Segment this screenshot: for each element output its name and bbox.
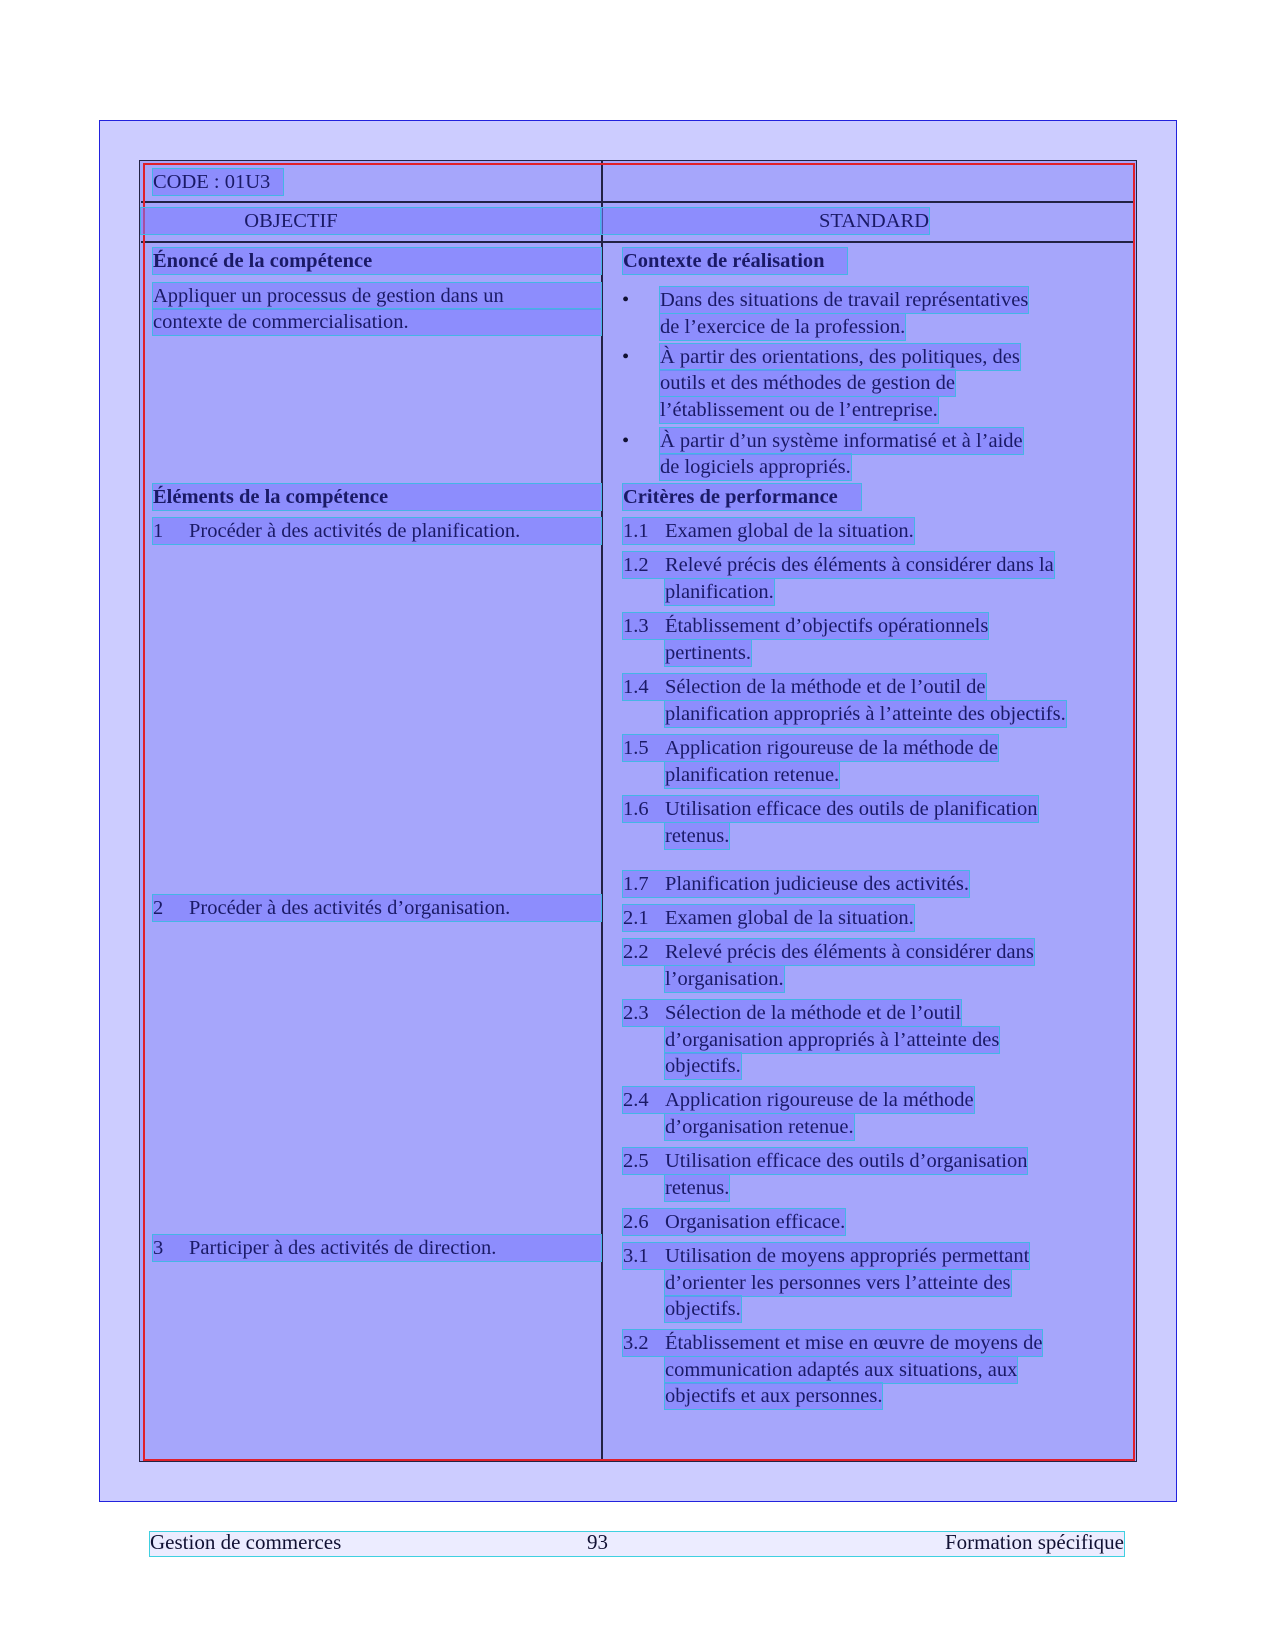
critere-number: 2.2 bbox=[623, 941, 649, 963]
contexte-line: l’établissement ou de l’entreprise. bbox=[660, 399, 938, 421]
column-divider bbox=[601, 160, 603, 1462]
critere-text: l’organisation. bbox=[665, 967, 784, 990]
footer-left: Gestion de commerces bbox=[150, 1530, 342, 1554]
critere-line bbox=[623, 1330, 1042, 1356]
contexte-title: Contexte de réalisation bbox=[623, 248, 847, 274]
critere-text: Sélection de la méthode et de l’outil bbox=[665, 1002, 962, 1024]
critere-number: 1.7 bbox=[623, 873, 649, 895]
element-number: 1 bbox=[153, 520, 164, 542]
element-number: 3 bbox=[153, 1237, 164, 1259]
critere-text: retenus. bbox=[665, 1176, 730, 1199]
element-item bbox=[153, 1235, 601, 1261]
critere-text: Examen global de la situation. bbox=[665, 907, 914, 929]
bullet-icon: • bbox=[622, 289, 630, 311]
critere-text: Utilisation efficace des outils d’organisation bbox=[665, 1150, 1028, 1172]
code-label: CODE : 01U3 bbox=[153, 169, 283, 195]
critere-text: planification retenue. bbox=[665, 763, 840, 786]
critere-text: Planification judicieuse des activités. bbox=[665, 873, 969, 895]
critere-number: 2.1 bbox=[623, 907, 649, 929]
critere-line bbox=[623, 1000, 961, 1026]
critere-line bbox=[665, 640, 751, 666]
critere-text: d’organisation appropriés à l’atteinte des bbox=[665, 1028, 1000, 1051]
critere-line bbox=[623, 1148, 1027, 1174]
critere-text: objectifs. bbox=[665, 1298, 741, 1320]
critere-line bbox=[623, 1243, 1029, 1269]
critere-text: Établissement d’objectifs opérationnels bbox=[665, 615, 989, 637]
critere-number: 1.1 bbox=[623, 520, 649, 542]
critere-line bbox=[665, 579, 774, 605]
critere-line bbox=[623, 552, 1054, 578]
critere-line bbox=[623, 518, 914, 544]
element-label: Procéder à des activités d’organisation. bbox=[189, 897, 511, 919]
element-number: 2 bbox=[153, 897, 164, 919]
enonce-title: Énoncé de la compétence bbox=[153, 248, 601, 274]
critere-number: 2.6 bbox=[623, 1211, 649, 1233]
footer-right: Formation spécifique bbox=[944, 1530, 1124, 1554]
critere-line bbox=[665, 701, 1066, 727]
bullet-icon: • bbox=[622, 430, 630, 452]
enonce-line: contexte de commercialisation. bbox=[153, 309, 601, 335]
critere-text: Établissement et mise en œuvre de moyens de bbox=[665, 1332, 1043, 1354]
contexte-line: outils et des méthodes de gestion de bbox=[660, 372, 955, 394]
critere-text: Examen global de la situation. bbox=[665, 520, 914, 542]
critere-text: retenus. bbox=[665, 824, 730, 847]
critere-text: planification appropriés à l’atteinte des objectifs. bbox=[665, 702, 1066, 725]
critere-number: 1.2 bbox=[623, 554, 649, 576]
critere-text: communication adaptés aux situations, aux bbox=[665, 1358, 1018, 1381]
critere-line bbox=[623, 796, 1038, 822]
critere-number: 1.5 bbox=[623, 737, 649, 759]
critere-number: 3.1 bbox=[623, 1245, 649, 1267]
row-divider bbox=[141, 201, 1135, 203]
row-divider bbox=[141, 241, 1135, 243]
critere-line bbox=[665, 1053, 741, 1079]
critere-text: planification. bbox=[665, 580, 774, 603]
critere-line bbox=[665, 762, 839, 788]
contexte-line: de l’exercice de la profession. bbox=[660, 316, 906, 338]
contexte-line: À partir d’un système informatisé et à l’aide bbox=[660, 430, 1023, 452]
critere-line bbox=[665, 1270, 1011, 1296]
contexte-line: Dans des situations de travail représentatives bbox=[660, 289, 1029, 311]
critere-text: pertinents. bbox=[665, 641, 751, 664]
elements-title: Éléments de la compétence bbox=[153, 484, 601, 510]
critere-line bbox=[665, 1383, 882, 1409]
column-header-objectif bbox=[141, 208, 601, 234]
critere-line bbox=[665, 1357, 1017, 1383]
critere-line bbox=[665, 823, 729, 849]
critere-text: Application rigoureuse de la méthode bbox=[665, 1089, 974, 1111]
page-footer bbox=[150, 1532, 1124, 1556]
critere-number: 1.4 bbox=[623, 676, 649, 698]
critere-line bbox=[623, 674, 986, 700]
critere-number: 1.6 bbox=[623, 798, 649, 820]
critere-number: 2.3 bbox=[623, 1002, 649, 1024]
critere-text: Relevé précis des éléments à considérer dans la bbox=[665, 554, 1054, 576]
critere-line bbox=[623, 871, 969, 897]
critere-line bbox=[623, 939, 1034, 965]
critere-text: d’orienter les personnes vers l’atteinte des bbox=[665, 1271, 1011, 1294]
critere-text: Utilisation de moyens appropriés permettant bbox=[665, 1245, 1030, 1267]
critere-text: Organisation efficace. bbox=[665, 1211, 846, 1233]
critere-number: 2.5 bbox=[623, 1150, 649, 1172]
critere-line bbox=[623, 1087, 974, 1113]
critere-number: 3.2 bbox=[623, 1332, 649, 1354]
contexte-line: de logiciels appropriés. bbox=[660, 456, 851, 478]
critere-line bbox=[665, 1175, 729, 1201]
column-header-standard: STANDARD bbox=[601, 208, 929, 234]
critere-line bbox=[623, 1209, 845, 1235]
critere-line bbox=[665, 1027, 999, 1053]
contexte-line: À partir des orientations, des politiques, des bbox=[660, 346, 1020, 368]
element-item bbox=[153, 518, 601, 544]
critere-text: d’organisation retenue. bbox=[665, 1115, 854, 1138]
critere-number: 2.4 bbox=[623, 1089, 649, 1111]
critere-line bbox=[623, 613, 988, 639]
critere-line bbox=[623, 905, 914, 931]
element-label: Procéder à des activités de planification. bbox=[189, 520, 521, 542]
criteres-title: Critères de performance bbox=[623, 484, 861, 510]
critere-text: Utilisation efficace des outils de planification bbox=[665, 798, 1038, 820]
enonce-line: Appliquer un processus de gestion dans un bbox=[153, 283, 601, 309]
element-label: Participer à des activités de direction. bbox=[189, 1237, 497, 1259]
critere-line bbox=[623, 735, 998, 761]
critere-line bbox=[665, 1296, 741, 1322]
critere-text: Application rigoureuse de la méthode de bbox=[665, 737, 999, 759]
critere-line bbox=[665, 966, 784, 992]
column-header-objectif-label: OBJECTIF bbox=[244, 210, 338, 232]
critere-text: objectifs. bbox=[665, 1055, 741, 1077]
page-number: 93 bbox=[587, 1530, 608, 1554]
critere-text: objectifs et aux personnes. bbox=[665, 1385, 883, 1407]
critere-text: Relevé précis des éléments à considérer dans bbox=[665, 941, 1034, 963]
critere-line bbox=[665, 1114, 854, 1140]
critere-number: 1.3 bbox=[623, 615, 649, 637]
element-item bbox=[153, 895, 601, 921]
bullet-icon: • bbox=[622, 346, 630, 368]
critere-text: Sélection de la méthode et de l’outil de bbox=[665, 676, 986, 698]
